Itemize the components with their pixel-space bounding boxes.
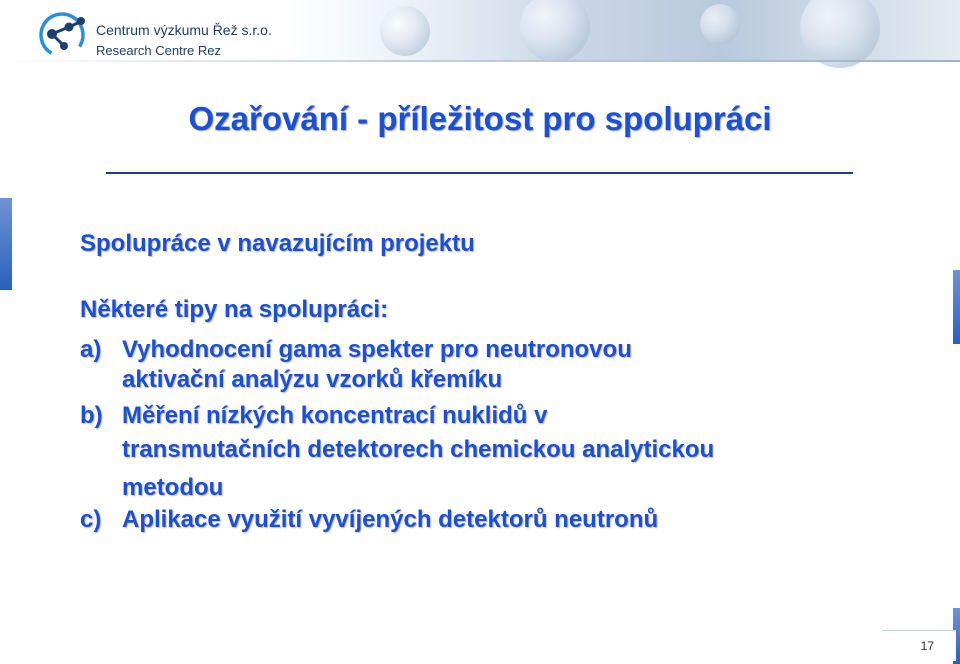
list-item-letter-a: a) <box>80 336 102 363</box>
right-accent-bar-top <box>953 270 960 344</box>
logo-text-czech: Centrum výzkumu Řež s.r.o. <box>96 22 272 38</box>
molecule-logo-icon <box>36 10 92 60</box>
company-logo <box>36 10 272 60</box>
decorative-sphere <box>700 4 740 44</box>
logo-text-english: Research Centre Rez <box>96 43 221 58</box>
tips-heading: Některé tipy na spolupráci: <box>80 296 389 323</box>
left-accent-bar <box>0 198 12 290</box>
section-heading: Spolupráce v navazujícím projektu <box>80 230 475 257</box>
page-number: 17 <box>920 639 934 653</box>
list-item-c-line-1: Aplikace využití vyvíjených detektorů neutronů <box>122 506 659 533</box>
title-underline <box>106 172 853 174</box>
list-item-b-line-1: Měření nízkých koncentrací nuklidů v <box>122 402 548 429</box>
decorative-sphere <box>380 6 430 56</box>
list-item-letter-b: b) <box>80 402 103 429</box>
decorative-sphere <box>800 0 880 68</box>
list-item-a-line-2: aktivační analýzu vzorků křemíku <box>122 366 503 393</box>
list-item-a-line-1: Vyhodnocení gama spekter pro neutronovou <box>122 336 632 363</box>
decorative-sphere <box>520 0 590 62</box>
list-item-b-line-2: transmutačních detektorech chemickou analytickou <box>122 436 715 463</box>
list-item-b-line-3: metodou <box>122 474 224 501</box>
list-item-letter-c: c) <box>80 506 102 533</box>
slide-title: Ozařování - příležitost pro spolupráci <box>188 100 772 137</box>
page-number-box <box>882 630 956 661</box>
